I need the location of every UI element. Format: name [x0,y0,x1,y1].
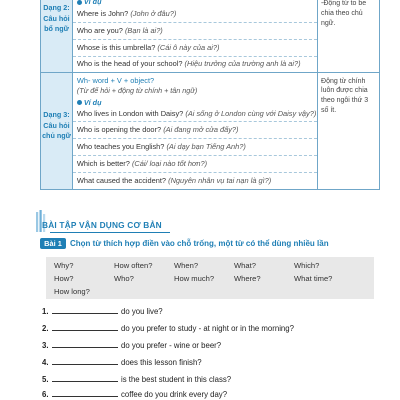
example-line: Who is opening the door? (Ai đang mở cửa đấy?) [73,122,317,139]
section-divider [50,232,170,233]
word-option: How? [54,274,74,283]
row-note: Động từ chính luôn được chia theo ngôi thứ 3 số ít. [318,72,380,190]
row-label-line: bổ ngữ [44,24,69,33]
row-label-line: Câu hỏi [43,13,70,23]
formula: Wh- word + V + object? [76,75,155,85]
word-box [46,257,374,299]
bullet-icon [77,100,82,105]
row-label-line: chủ ngữ [42,131,71,140]
answer-blank[interactable] [52,358,118,365]
exercise-badge: Bài 1 [40,238,66,249]
answer-blank[interactable] [52,324,118,331]
example-tag: Ví dụ [73,0,317,6]
answer-blank[interactable] [52,307,118,314]
example-line: Where is John? (John ở đâu?) [73,6,317,23]
exercise-item: 3. do you prefer - wine or beer? [42,341,222,350]
row-label-line: Câu hỏi [43,120,70,130]
word-option: When? [174,261,199,270]
word-option: Why? [54,261,74,270]
exercise-item: 5. is the best student in this class? [42,375,232,384]
example-tag: Ví dụ [73,98,317,107]
example-line: Who are you? (Bạn là ai?) [73,23,317,40]
grammar-table [40,0,380,190]
example-line: Who teaches you English? (Ai dạy bạn Tiếng Anh?) [73,139,317,156]
word-option: What time? [294,274,333,283]
word-option: How much? [174,274,215,283]
example-line: What caused the accident? (Nguyên nhân vụ tai nạn là gì?) [76,176,272,185]
example-line: Which is better? (Cái/ loại nào tốt hơn?) [73,156,317,173]
exercise-item: 1. do you live? [42,307,163,316]
word-option: Where? [234,274,261,283]
word-option: What? [234,261,256,270]
exercise-item: 2. do you prefer to study - at night or in the morning? [42,324,294,333]
row-label [41,72,73,190]
row-label-line: Dạng 3: [43,110,70,119]
row-label-line: Dạng 2: [43,3,70,12]
row-label [41,0,73,72]
table-row [41,72,380,190]
word-option: How long? [54,287,90,296]
row-examples [72,0,317,72]
answer-blank[interactable] [52,375,118,382]
word-option: Which? [294,261,320,270]
exercise-instruction: Chọn từ thích hợp điền vào chỗ trống, một từ có thể dùng nhiều lần [70,239,329,248]
example-line: Who lives in London with Daisy? (Ai sống ở London cùng với Daisy vậy?) [73,107,317,123]
example-line: Who is the head of your school? (Hiệu trưởng của trường anh là ai?) [76,59,301,68]
answer-blank[interactable] [52,390,118,397]
row-examples [72,72,317,190]
row-note: -Động từ to be chia theo chủ ngữ. [318,0,380,72]
word-option: Who? [114,274,134,283]
bullet-icon [77,0,82,5]
word-option: How often? [114,261,153,270]
exercise-item: 6. coffee do you drink every day? [42,390,228,399]
answer-blank[interactable] [52,341,118,348]
example-line: Whose is this umbrella? (Cái ô này của ai?) [73,40,317,57]
section-title: BÀI TẬP VẬN DỤNG CƠ BẢN [42,220,162,230]
formula-translation: (Từ để hỏi + động từ chính + tân ngữ) [76,85,198,95]
exercise-item: 4. does this lesson finish? [42,358,202,367]
table-row [41,0,380,72]
